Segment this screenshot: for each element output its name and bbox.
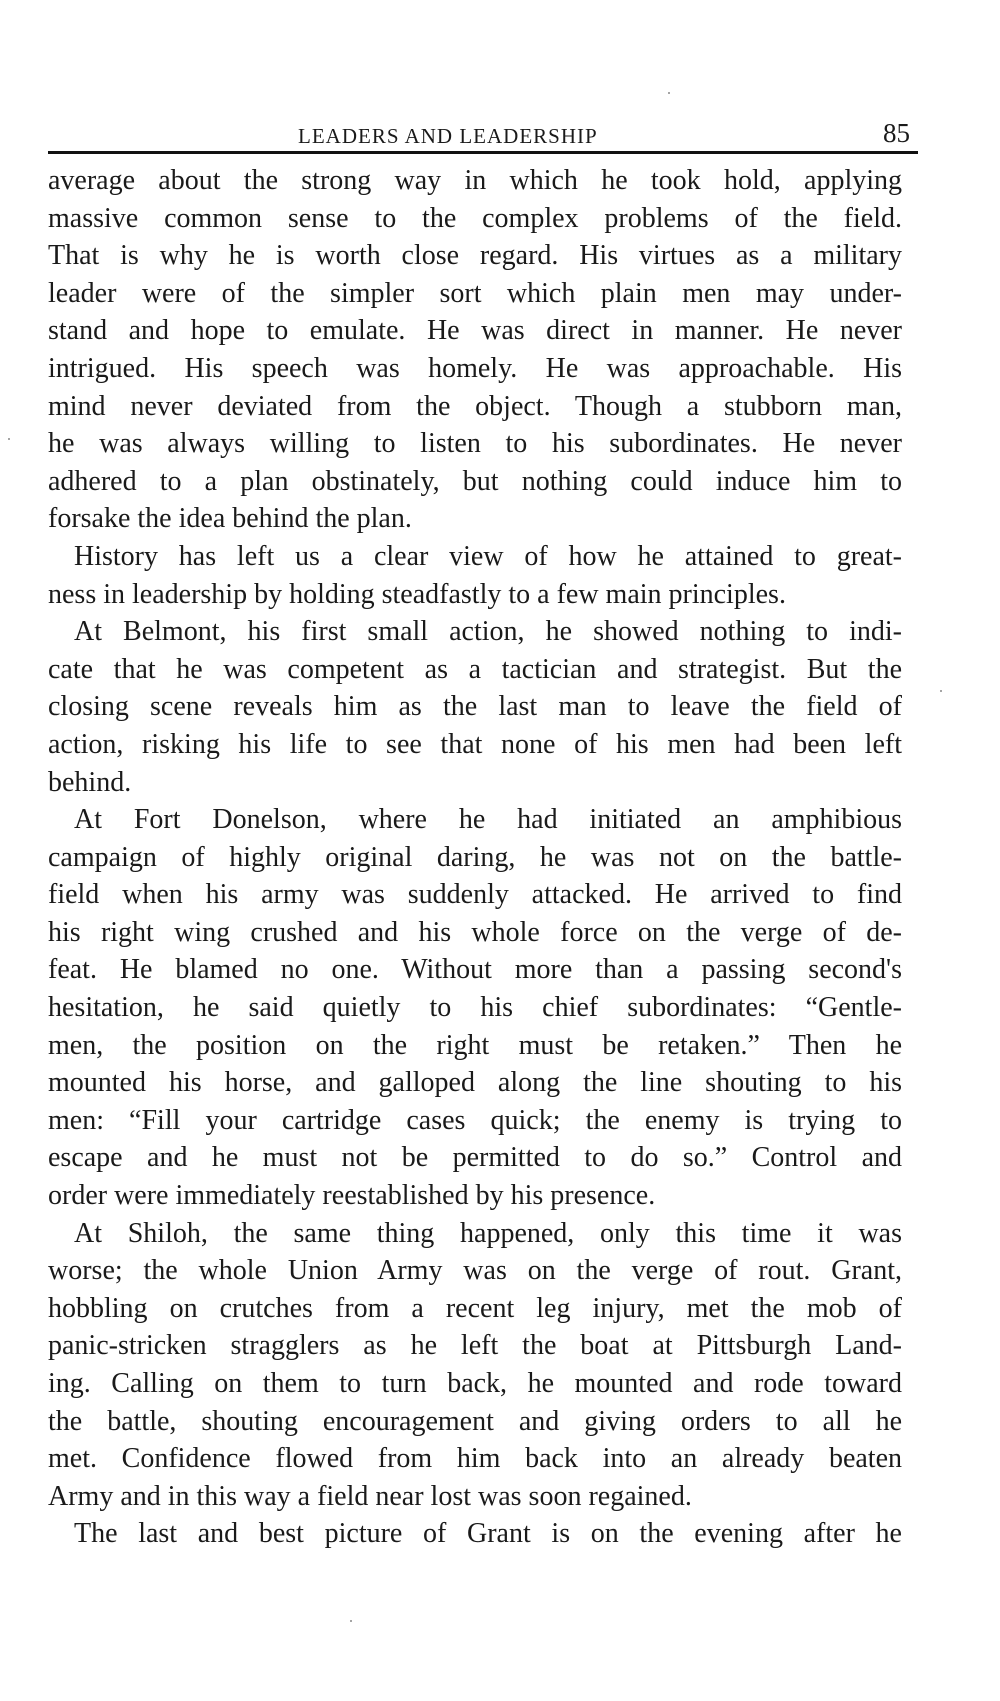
text-line: average about the strong way in which he took hold, applying	[48, 165, 902, 196]
text-line: hesitation, he said quietly to his chief subordinates: “Gentle-	[48, 992, 902, 1024]
paragraph-start-line: At Belmont, his first small action, he showed nothing to indi-	[74, 616, 902, 648]
text-line: worse; the whole Union Army was on the verge of rout. Grant,	[48, 1255, 902, 1287]
text-line: adhered to a plan obstinately, but nothing could induce him to	[48, 465, 902, 497]
running-head-title: LEADERS AND LEADERSHIP	[298, 124, 598, 148]
text-line: met. Confidence flowed from him back into an already beaten	[48, 1443, 902, 1475]
paragraph-start-line: The last and best picture of Grant is on the evening after he	[74, 1518, 902, 1550]
text-line: panic-stricken stragglers as he left the boat at Pittsburgh Land-	[48, 1330, 902, 1362]
scan-speck	[350, 1620, 352, 1622]
text-line: action, risking his life to see that none of his men had been left	[48, 728, 902, 760]
paragraph-start-line: History has left us a clear view of how he attained to great-	[74, 540, 902, 572]
paragraph-start-line: At Fort Donelson, where he had initiated an amphibious	[74, 804, 902, 836]
text-line: the battle, shouting encouragement and giving orders to all he	[48, 1405, 902, 1437]
text-line: behind.	[48, 766, 132, 798]
body-text	[48, 162, 902, 1553]
text-line: mounted his horse, and galloped along the line shouting to his	[48, 1067, 902, 1099]
text-line: he was always willing to listen to his subordinates. He never	[48, 428, 902, 460]
header-rule	[48, 151, 918, 154]
text-line: leader were of the simpler sort which plain men may under-	[48, 277, 902, 309]
text-line: That is why he is worth close regard. His virtues as a military	[48, 240, 902, 272]
scan-speck	[940, 690, 942, 692]
text-line: order were immediately reestablished by his presence.	[48, 1180, 656, 1212]
text-line: massive common sense to the complex problems of the field.	[48, 202, 902, 234]
text-line: mind never deviated from the object. Though a stubborn man,	[48, 390, 902, 422]
text-line: hobbling on crutches from a recent leg injury, met the mob of	[48, 1292, 902, 1324]
text-line: feat. He blamed no one. Without more than a passing second's	[48, 954, 902, 986]
running-head	[48, 118, 918, 152]
text-line: men, the position on the right must be retaken.” Then he	[48, 1029, 902, 1061]
text-line: ness in leadership by holding steadfastly to a few main principles.	[48, 578, 786, 610]
text-line: stand and hope to emulate. He was direct in manner. He never	[48, 315, 902, 347]
text-line: his right wing crushed and his whole force on the verge of de-	[48, 916, 902, 948]
page-number: 85	[883, 118, 910, 148]
scan-speck	[8, 438, 10, 440]
paragraph-start-line: At Shiloh, the same thing happened, only this time it was	[74, 1217, 902, 1249]
text-line: forsake the idea behind the plan.	[48, 503, 412, 535]
text-line: campaign of highly original daring, he was not on the battle-	[48, 841, 902, 873]
scan-speck	[668, 92, 670, 94]
text-line: Army and in this way a field near lost was soon regained.	[48, 1480, 692, 1512]
text-line: cate that he was competent as a tactician and strategist. But the	[48, 653, 902, 685]
text-line: escape and he must not be permitted to do so.” Control and	[48, 1142, 902, 1174]
text-line: field when his army was suddenly attacked. He arrived to find	[48, 879, 902, 911]
text-line: ing. Calling on them to turn back, he mounted and rode toward	[48, 1368, 902, 1399]
text-line: closing scene reveals him as the last man to leave the field of	[48, 691, 902, 723]
text-line: intrigued. His speech was homely. He was approachable. His	[48, 352, 902, 384]
text-line: men: “Fill your cartridge cases quick; the enemy is trying to	[48, 1104, 902, 1136]
